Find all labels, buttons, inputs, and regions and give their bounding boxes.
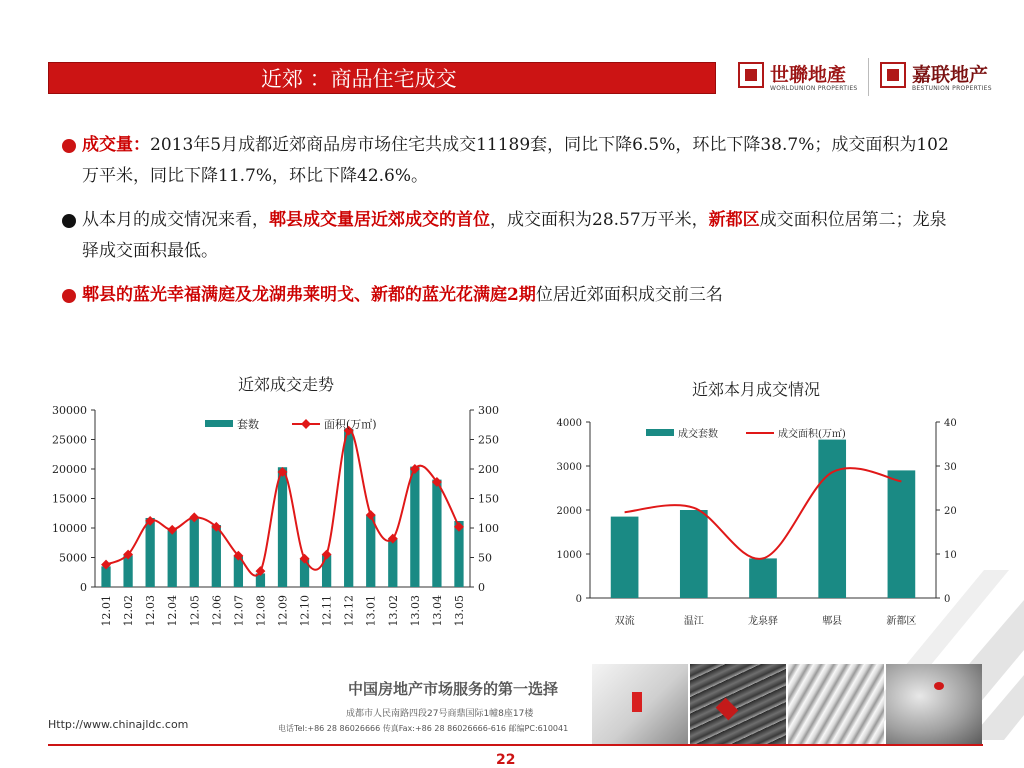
right-tick-label: 40 xyxy=(944,418,957,429)
bar-郫县 xyxy=(818,440,846,598)
bar-温江 xyxy=(680,510,708,598)
x-tick-label: 12.04 xyxy=(166,595,180,627)
left-tick-label: 3000 xyxy=(556,462,582,473)
left-tick-label: 10000 xyxy=(52,522,87,535)
right-tick-label: 0 xyxy=(478,581,485,594)
right-tick-label: 150 xyxy=(478,492,499,506)
legend-label-bar: 成交套数 xyxy=(678,429,718,440)
x-tick-label: 郫县 xyxy=(822,616,843,627)
x-tick-label: 12.11 xyxy=(320,595,334,627)
footer-slogan: 中国房地产市场服务的第一选择 xyxy=(348,680,559,698)
right-tick-label: 0 xyxy=(944,594,951,605)
bullet3-red-a: 郫县的蓝光幸福满庭及龙湖弗莱明戈、新都的蓝光花满庭2期 xyxy=(82,285,536,305)
footer-divider xyxy=(48,744,983,746)
x-tick-label: 龙泉驿 xyxy=(748,616,778,627)
bullet1-text: 2013年5月成都近郊商品房市场住宅共成交11189套，同比下降6.5%，环比下降38.7%；成交面积为102万平米，同比下降11.7%，环比下降42.6%。 xyxy=(82,135,949,186)
x-tick-label: 12.01 xyxy=(100,595,114,627)
x-tick-label: 12.07 xyxy=(232,595,246,627)
logo2-cn: 嘉联地产 xyxy=(912,64,989,86)
x-tick-label: 12.05 xyxy=(188,595,202,627)
x-tick-label: 13.04 xyxy=(430,595,444,627)
legend-label-line: 面积(万㎡) xyxy=(324,418,377,431)
right-tick-label: 50 xyxy=(478,551,492,565)
left-tick-label: 5000 xyxy=(59,551,87,565)
footer-photo-ladybug xyxy=(886,664,982,744)
legend-swatch-bar xyxy=(646,429,674,436)
footer-photo-stone xyxy=(690,664,786,744)
left-tick-label: 30000 xyxy=(52,404,87,417)
bullet2-red-a: 郫县成交量居近郊成交的首位 xyxy=(269,210,490,230)
left-tick-label: 15000 xyxy=(52,492,87,506)
legend-label-bar: 套数 xyxy=(237,418,259,431)
x-tick-label: 双流 xyxy=(614,616,635,627)
legend-label-line: 成交面积(万㎡) xyxy=(778,429,846,440)
right-tick-label: 300 xyxy=(478,404,499,417)
right-tick-label: 10 xyxy=(944,550,957,561)
x-tick-label: 新都区 xyxy=(886,616,917,627)
logo1-cn: 世聯地產 xyxy=(770,64,847,86)
x-tick-label: 12.10 xyxy=(298,595,312,627)
left-tick-label: 1000 xyxy=(556,550,582,561)
bullet2-text-b: ，成交面积为28.57万平米， xyxy=(490,210,709,230)
right-tick-label: 20 xyxy=(944,506,957,517)
bullet3-text-a: 位居近郊面积成交前三名 xyxy=(535,285,723,305)
right-tick-label: 30 xyxy=(944,462,957,473)
footer-url-link[interactable]: Http://www.chinajldc.com xyxy=(48,718,189,731)
bullet2-text-a: 从本月的成交情况来看， xyxy=(82,210,269,230)
left-tick-label: 20000 xyxy=(52,463,87,476)
x-tick-label: 12.03 xyxy=(144,595,158,627)
footer-address: 成都市人民南路四段27号商鼎国际1幢8座17楼 xyxy=(346,709,534,719)
bullet1-lead: 成交量： xyxy=(82,135,150,155)
right-tick-label: 250 xyxy=(478,433,499,447)
left-tick-label: 25000 xyxy=(52,433,87,447)
footer-photo-desk xyxy=(592,664,688,744)
x-tick-label: 13.02 xyxy=(386,595,400,627)
x-tick-label: 12.02 xyxy=(122,595,136,627)
chart2-title: 近郊本月成交情况 xyxy=(692,380,821,399)
right-tick-label: 200 xyxy=(478,463,499,476)
bullet2-text-c: 成交面积位居第二；龙泉驿成交面积最低。 xyxy=(82,210,947,261)
footer-contact: 电话Tel:+86 28 86026666 传真Fax:+86 28 86026666-616 邮编PC:610041 xyxy=(278,724,569,733)
x-tick-label: 13.03 xyxy=(408,595,422,627)
left-tick-label: 0 xyxy=(80,581,87,594)
x-tick-label: 温江 xyxy=(683,616,704,627)
bar-新都区 xyxy=(888,470,916,598)
x-tick-label: 13.05 xyxy=(452,595,466,627)
logo1-en: WORLDUNION PROPERTIES xyxy=(770,85,858,92)
left-tick-label: 2000 xyxy=(556,506,582,517)
bar-龙泉驿 xyxy=(749,558,777,598)
right-tick-label: 100 xyxy=(478,522,499,535)
chart1-title: 近郊成交走势 xyxy=(238,375,335,394)
page-title: 近郊 ：商品住宅成交 xyxy=(261,67,457,91)
x-tick-label: 12.08 xyxy=(254,595,268,627)
x-tick-label: 12.12 xyxy=(342,595,356,627)
series-line-area xyxy=(625,468,902,559)
x-tick-label: 13.01 xyxy=(364,595,378,627)
bullet2-red-b: 新都区 xyxy=(708,210,760,230)
left-tick-label: 0 xyxy=(575,594,582,605)
footer-photo-pens xyxy=(788,664,884,744)
logo2-en: BESTUNION PROPERTIES xyxy=(912,85,992,92)
x-tick-label: 12.09 xyxy=(276,595,290,627)
bar-双流 xyxy=(611,517,639,598)
page-number: 22 xyxy=(496,752,516,768)
left-tick-label: 4000 xyxy=(556,418,582,429)
x-tick-label: 12.06 xyxy=(210,595,224,627)
